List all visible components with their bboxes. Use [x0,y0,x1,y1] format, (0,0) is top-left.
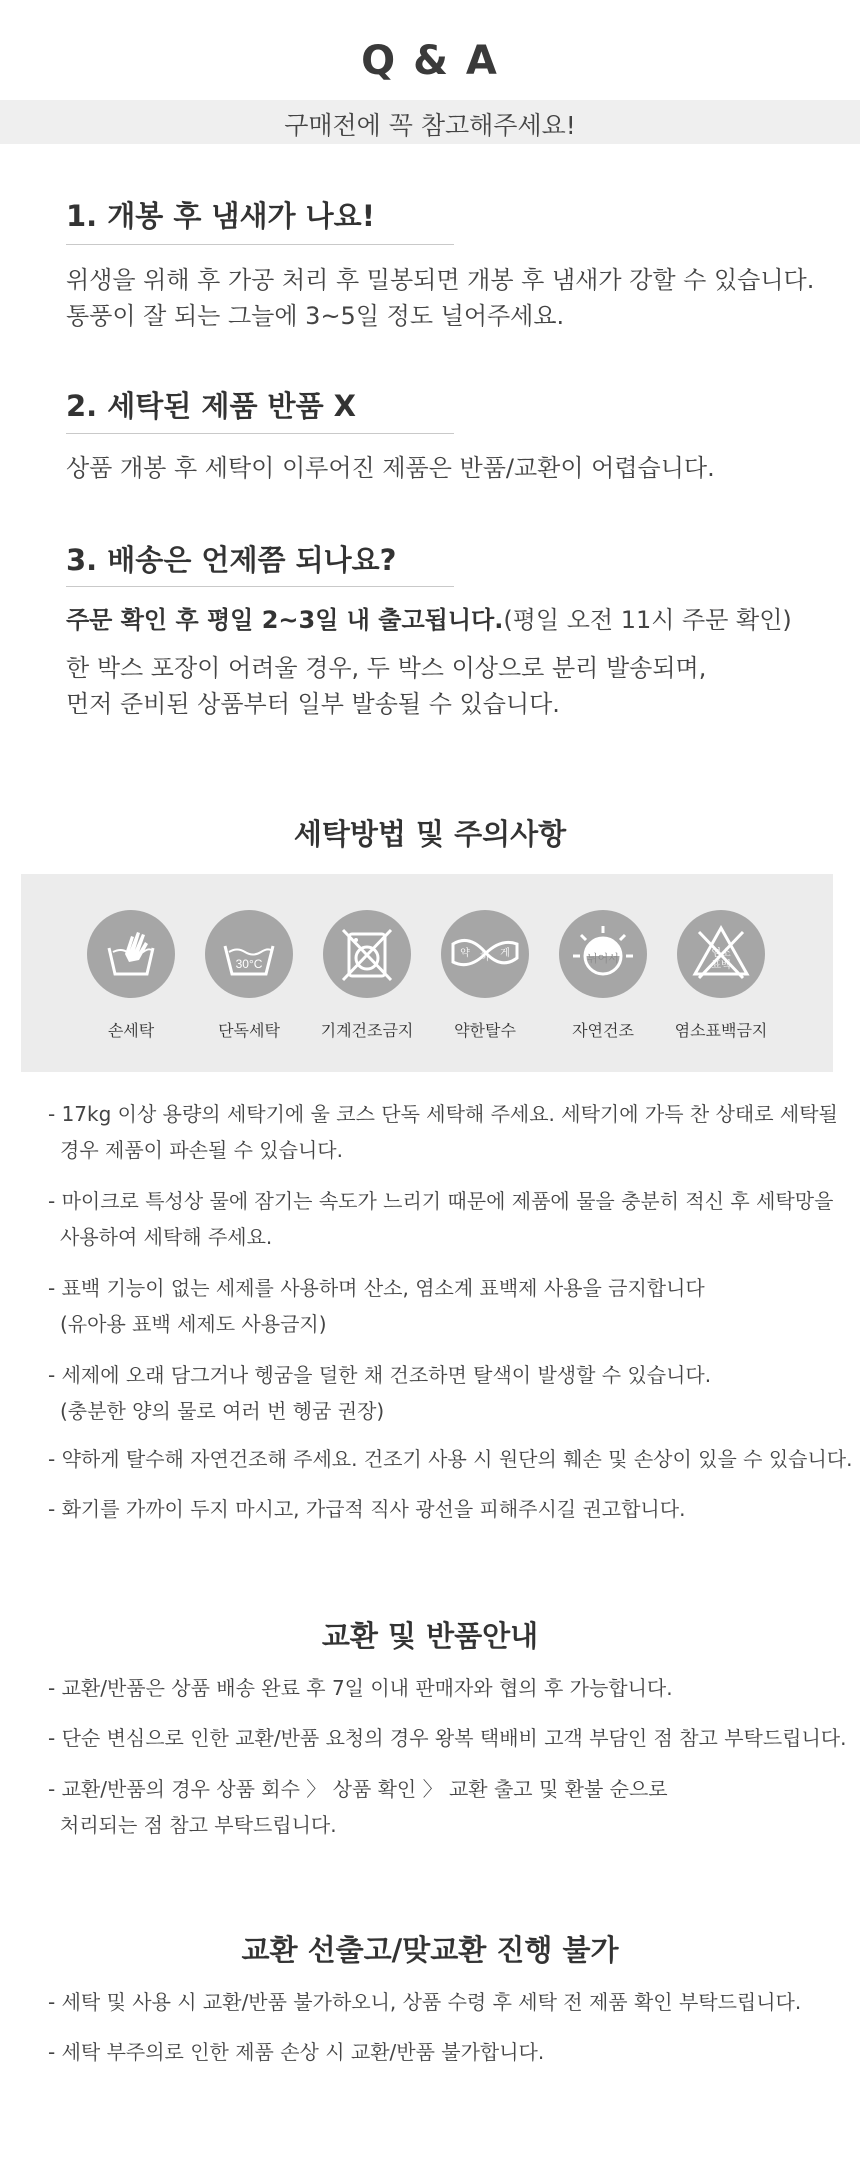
care-item-no-machine-dry [307,910,427,1041]
care-note-line: - 17kg 이상 용량의 세탁기에 울 코스 단독 세탁해 주세요. 세탁기에 가득 찬 상태로 세탁될 [48,1102,838,1126]
q3-bold-suffix: (평일 오전 11시 주문 확인) [503,606,792,634]
no-advance-note [48,1984,801,2020]
care-item-gentle-spin [425,910,545,1041]
bleach-text: 표백 [711,960,731,971]
gentle-spin-icon [441,910,529,998]
no-advance-note-line: - 세탁 부주의로 인한 제품 손상 시 교환/반품 불가합니다. [48,2040,545,2064]
care-note-line: 사용하여 세탁해 주세요. [60,1225,273,1249]
q3-highlight [66,602,792,638]
q1-title: 1. 개봉 후 냄새가 나요! [66,199,375,233]
care-note-line: 경우 제품이 파손될 수 있습니다. [60,1138,343,1162]
no-bleach-icon [677,910,765,998]
care-item-no-bleach [661,910,781,1041]
spin-text: 게 [500,948,510,959]
care-label: 손세탁 [107,1021,155,1040]
q1-divider [66,244,454,245]
care-note [48,1096,838,1168]
care-item-single-wash [189,910,309,1041]
exchange-note [48,1771,668,1843]
care-note-line: - 세제에 오래 담그거나 헹굼을 덜한 채 건조하면 탈색이 발생할 수 있습니다. [48,1363,712,1387]
care-label: 약한탈수 [454,1021,516,1040]
q3-line: 한 박스 포장이 어려울 경우, 두 박스 이상으로 분리 발송되며, [66,654,707,682]
exchange-note-line: - 교환/반품은 상품 배송 완료 후 7일 이내 판매자와 협의 후 가능합니다. [48,1676,673,1700]
care-note-line: (유아용 표백 세제도 사용금지) [60,1312,327,1336]
q3-divider [66,586,454,587]
q2-body [66,450,715,486]
q3-line: 먼저 준비된 상품부터 일부 발송될 수 있습니다. [66,690,560,718]
exchange-title: 교환 및 반품안내 [321,1619,539,1653]
q3-title: 3. 배송은 언제쯤 되나요? [66,543,397,577]
no-advance-note [48,2034,544,2070]
natural-dry-icon [559,910,647,998]
care-note-line: - 표백 기능이 없는 세제를 사용하며 산소, 염소계 표백제 사용을 금지합니다 [48,1276,705,1300]
bleach-text: 염소 [711,948,731,959]
care-title: 세탁방법 및 주의사항 [293,817,567,851]
care-note-line: - 약하게 탈수해 자연건조해 주세요. 건조기 사용 시 원단의 훼손 및 손상이 있을 수 있습니다. [48,1447,853,1471]
natural-dry-text: 뉘어서 [587,952,619,965]
q1-line: 통풍이 잘 되는 그늘에 3~5일 정도 널어주세요. [66,302,565,330]
q3-bold: 주문 확인 후 평일 2~3일 내 출고됩니다. [66,606,504,634]
q2-line: 상품 개봉 후 세탁이 이루어진 제품은 반품/교환이 어렵습니다. [66,454,715,482]
spin-text: 약 [460,948,470,959]
q1-line: 위생을 위해 후 가공 처리 후 밀봉되면 개봉 후 냄새가 강할 수 있습니다. [66,266,815,294]
no-machine-dry-icon [323,910,411,998]
q1-body [66,262,814,334]
care-item-hand-wash [71,910,191,1041]
exchange-note-line: - 교환/반품의 경우 상품 회수 〉 상품 확인 〉 교환 출고 및 환불 순으로 [48,1777,668,1801]
q2-title: 2. 세탁된 제품 반품 X [66,389,357,423]
no-advance-title: 교환 선출고/맞교환 진행 불가 [241,1933,619,1967]
care-note-line: - 마이크로 특성상 물에 잠기는 속도가 느리기 때문에 제품에 물을 충분히 적신 후 세탁망을 [48,1189,834,1213]
qa-subtitle: 구매전에 꼭 참고해주세요! [284,111,576,140]
single-wash-30-icon [205,910,293,998]
care-label: 자연건조 [572,1021,634,1040]
care-note [48,1491,685,1527]
care-note [48,1270,705,1342]
wash-temp-text: 30°C [235,957,263,971]
care-note-line: (충분한 양의 물로 여러 번 헹굼 권장) [60,1399,385,1423]
care-label: 염소표백금지 [674,1021,768,1040]
exchange-note-line: 처리되는 점 참고 부탁드립니다. [60,1813,337,1837]
care-label: 단독세탁 [218,1021,280,1040]
exchange-note-line: - 단순 변심으로 인한 교환/반품 요청의 경우 왕복 택배비 고객 부담인 점 참고 부탁드립니다. [48,1726,847,1750]
care-item-natural-dry [543,910,663,1041]
exchange-note [48,1670,673,1706]
care-label: 기계건조금지 [320,1021,414,1040]
qa-title: Q & A [361,38,499,84]
q2-divider [66,433,454,434]
care-note [48,1357,711,1429]
hand-wash-icon [87,910,175,998]
care-icons-panel [21,874,833,1072]
care-note [48,1441,852,1477]
q3-body [66,602,792,722]
exchange-note [48,1720,846,1756]
care-note-line: - 화기를 가까이 두지 마시고, 가급적 직사 광선을 피해주시길 권고합니다. [48,1497,686,1521]
no-advance-note-line: - 세탁 및 사용 시 교환/반품 불가하오니, 상품 수령 후 세탁 전 제품 확인 부탁드립니다. [48,1990,802,2014]
spin-text: 하 [480,952,490,963]
care-note [48,1183,833,1255]
